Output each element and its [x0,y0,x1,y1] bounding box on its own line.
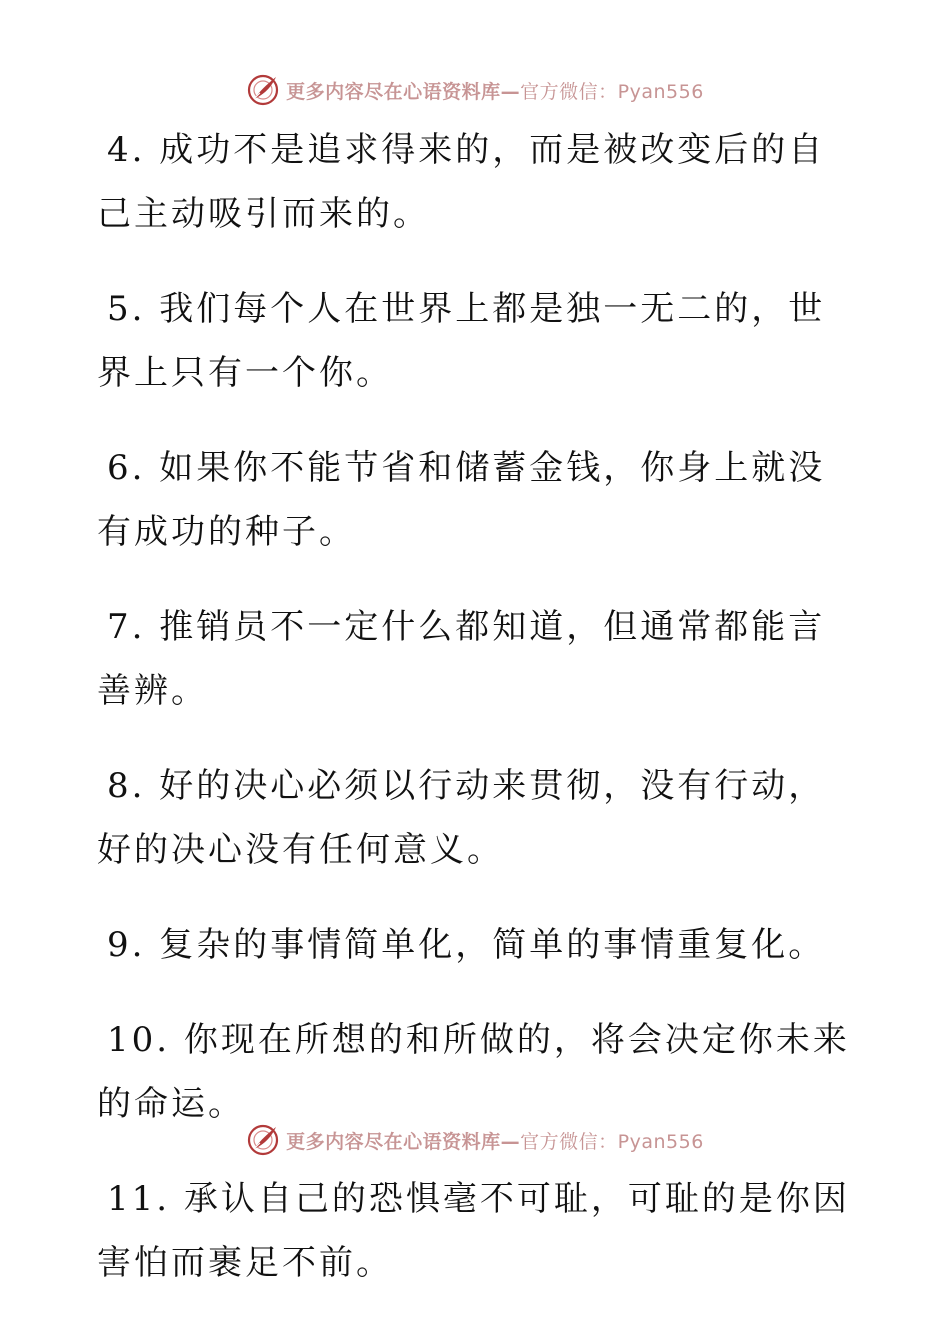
banner-wechat: 官方微信：Pyan556 [520,80,704,103]
banner-dash: — [500,1130,521,1153]
list-item [97,436,857,564]
item-number: 11. [107,1179,171,1219]
item-number: 6. [107,448,146,488]
item-text: 成功不是追求得来的，而是被改变后的自己主动吸引而来的。 [97,130,826,234]
item-number: 8. [107,766,146,806]
item-text: 承认自己的恐惧毫不可耻，可耻的是你因害怕而裹足不前。 [97,1179,850,1283]
item-text: 复杂的事情简单化，简单的事情重复化。 [159,925,826,965]
list-item [97,1008,857,1136]
banner-wechat: 官方微信：Pyan556 [520,1130,704,1153]
header-banner [0,70,950,110]
feather-pen-logo-icon [246,1123,280,1157]
item-number: 10. [107,1020,171,1060]
item-text: 好的决心必须以行动来贯彻，没有行动，好的决心没有任何意义。 [97,766,826,870]
list-item [97,1167,857,1295]
banner-title: 更多内容尽在心语资料库 [286,80,501,103]
item-text: 你现在所想的和所做的，将会决定你未来的命运。 [97,1020,850,1124]
list-item [97,754,857,882]
banner-text [286,1127,704,1154]
list-item [97,595,857,723]
footer-banner [0,1120,950,1160]
feather-pen-logo-icon [246,73,280,107]
item-number: 7. [107,607,146,647]
item-text: 如果你不能节省和储蓄金钱，你身上就没有成功的种子。 [97,448,826,552]
item-number: 4. [107,130,146,170]
banner-text [286,77,704,104]
list-item [97,118,857,246]
banner-title: 更多内容尽在心语资料库 [286,1130,501,1153]
list-item [97,913,857,977]
item-number: 5. [107,289,146,329]
item-text: 推销员不一定什么都知道，但通常都能言善辨。 [97,607,826,711]
banner-dash: — [500,80,521,103]
item-number: 9. [107,925,146,965]
list-item [97,277,857,405]
item-text: 我们每个人在世界上都是独一无二的，世界上只有一个你。 [97,289,826,393]
